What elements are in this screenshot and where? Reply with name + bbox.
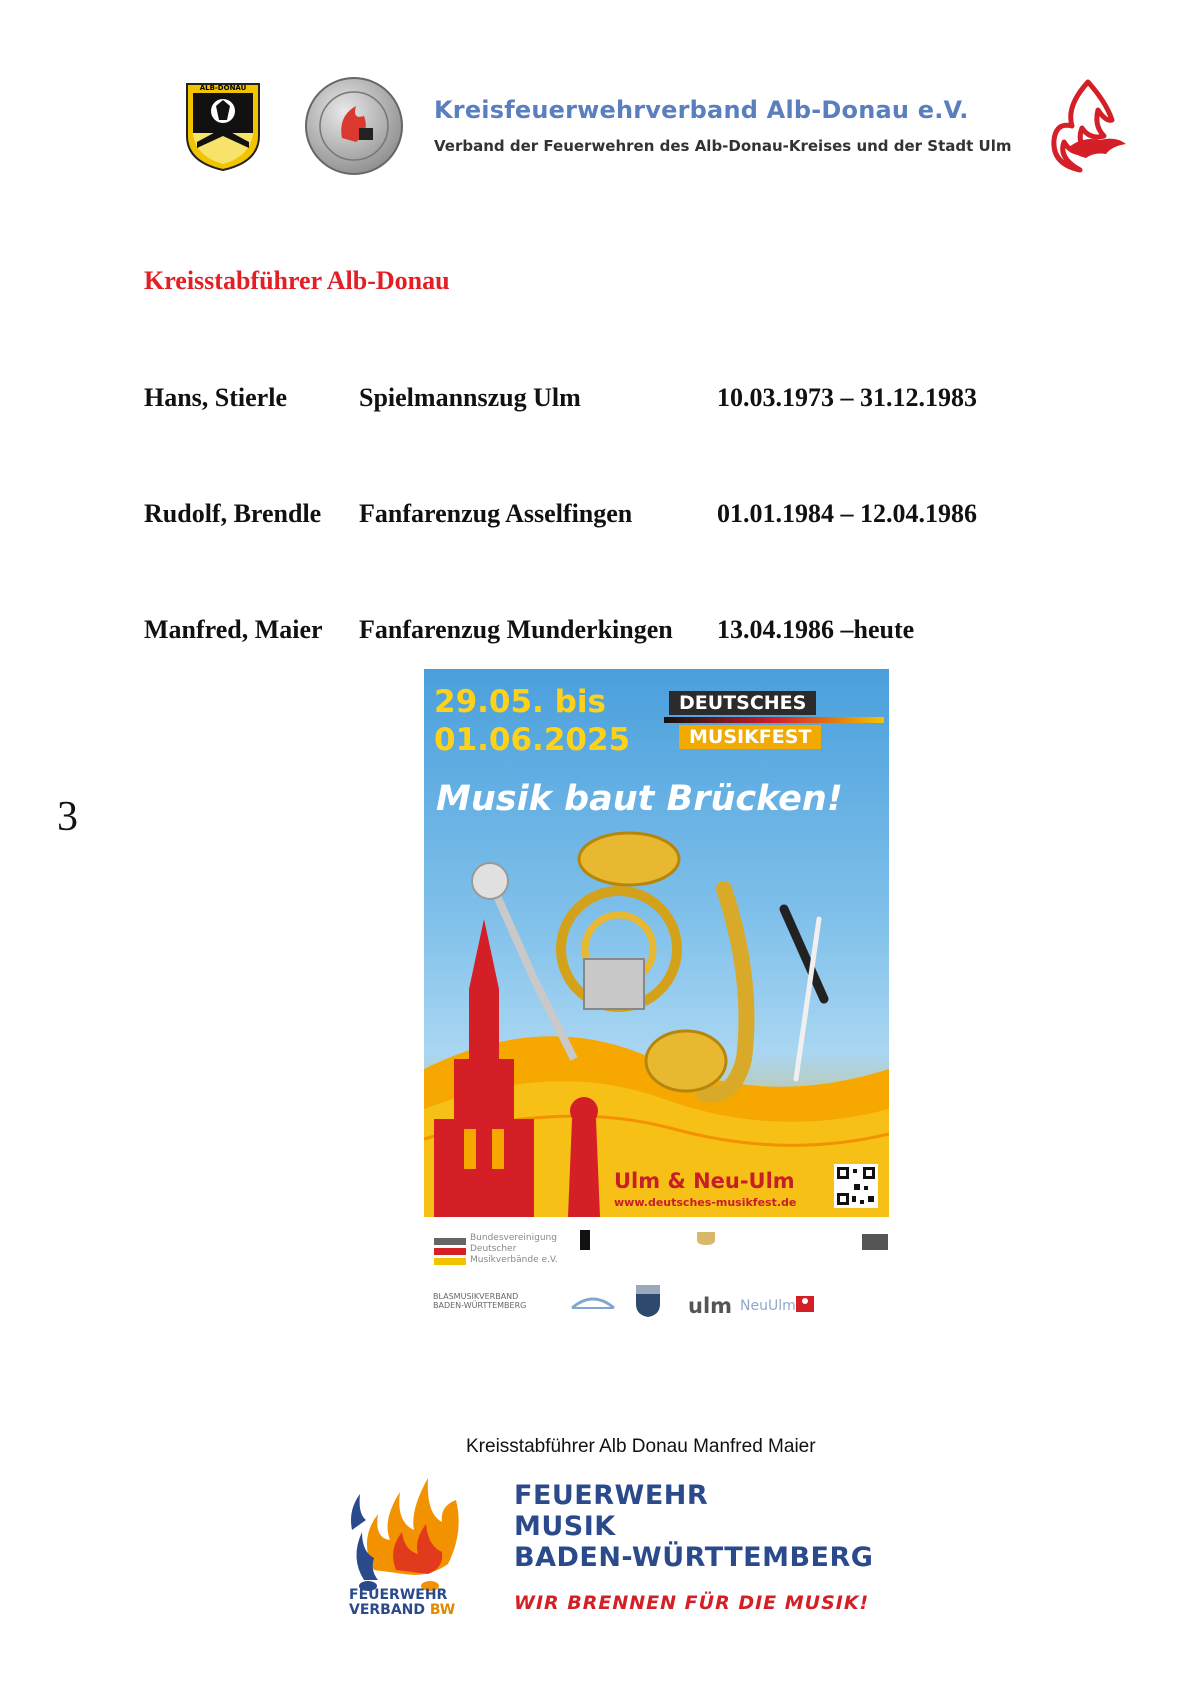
- sponsor-bdmv-line: Musikverbände e.V.: [470, 1255, 558, 1265]
- ministry-emblem-icon: [862, 1234, 888, 1250]
- section-heading: Kreisstabführer Alb-Donau: [144, 266, 450, 295]
- sponsor-ulm: ulm: [688, 1294, 733, 1318]
- kreisfeuerwehrverband-seal-logo: [304, 76, 404, 176]
- entry-period: 10.03.1973 – 31.12.1983: [717, 383, 977, 412]
- entry-period: 01.01.1984 – 12.04.1986: [717, 499, 977, 528]
- footer-title-line3: BADEN-WÜRTTEMBERG: [514, 1542, 874, 1573]
- bdmv-flag-icon: [434, 1236, 466, 1266]
- alb-donau-crest-logo: [183, 80, 263, 172]
- verband-line1: FEUERWEHR: [349, 1587, 448, 1603]
- qr-code-icon: [834, 1164, 878, 1208]
- poster-brand-line2: MUSIKFEST: [679, 725, 821, 749]
- entry-name: Manfred, Maier: [144, 615, 323, 644]
- bridge-logo-icon: [570, 1288, 616, 1312]
- poster-illustration: [424, 829, 889, 1217]
- entry-unit: Spielmannszug Ulm: [359, 383, 581, 412]
- city-crest-icon: [635, 1284, 661, 1318]
- association-title: Kreisfeuerwehrverband Alb-Donau e.V.: [434, 96, 969, 124]
- entry-name: Rudolf, Brendle: [144, 499, 322, 528]
- verband-wordmark: [349, 1588, 455, 1618]
- poster-flag-stripe: [664, 717, 884, 723]
- poster-date-to: 01.06.2025: [434, 722, 631, 758]
- image-caption: Kreisstabführer Alb Donau Manfred Maier: [466, 1436, 816, 1457]
- poster-brand-line1: DEUTSCHES: [669, 691, 816, 715]
- sponsor-blv-line: BADEN-WÜRTTEMBERG: [433, 1301, 527, 1310]
- feuerwehrmusik-title: [514, 1480, 873, 1573]
- poster-dates: [434, 683, 630, 759]
- bw-crest-icon: [695, 1230, 717, 1246]
- footer-title-line1: FEUERWEHR: [514, 1480, 709, 1511]
- sponsor-bdmv-line: Deutscher: [470, 1244, 517, 1254]
- sponsor-bdmv: [470, 1233, 558, 1266]
- poster-date-from: 29.05. bis: [434, 684, 606, 720]
- entry-period: 13.04.1986 –heute: [717, 615, 915, 644]
- entry-name: Hans, Stierle: [144, 383, 287, 412]
- musikfest-poster: [424, 669, 889, 1217]
- entry-unit: Fanfarenzug Asselfingen: [359, 499, 633, 528]
- poster-city: Ulm & Neu-Ulm: [614, 1169, 795, 1193]
- federal-eagle-icon: [580, 1230, 590, 1250]
- entry-unit: Fanfarenzug Munderkingen: [359, 615, 673, 644]
- flame-lion-logo: [1046, 78, 1132, 174]
- sponsor-bdmv-line: Bundesvereinigung: [470, 1233, 557, 1243]
- feuerwehrverband-bw-flame-logo: [344, 1470, 484, 1598]
- sponsor-blv-line: BLASMUSIKVERBAND: [433, 1292, 519, 1301]
- association-subtitle: Verband der Feuerwehren des Alb-Donau-Kreises und der Stadt Ulm: [434, 137, 1012, 155]
- crest-text: ALB-DONAU: [199, 84, 247, 92]
- sponsor-blasmusikverband: [433, 1292, 526, 1310]
- poster-slogan: Musik baut Brücken!: [436, 779, 843, 819]
- verband-line2: VERBAND: [349, 1602, 426, 1618]
- sponsor-logos: [430, 1228, 890, 1328]
- poster-url: www.deutsches-musikfest.de: [614, 1196, 797, 1209]
- sponsor-neu-ulm: NeuUlm: [740, 1298, 796, 1314]
- footer-slogan: WIR BRENNEN FÜR DIE MUSIK!: [514, 1592, 870, 1614]
- verband-bw: BW: [429, 1602, 456, 1618]
- sparkasse-logo-icon: [796, 1296, 814, 1312]
- page-number: 3: [57, 794, 78, 840]
- footer-title-line2: MUSIK: [514, 1511, 616, 1542]
